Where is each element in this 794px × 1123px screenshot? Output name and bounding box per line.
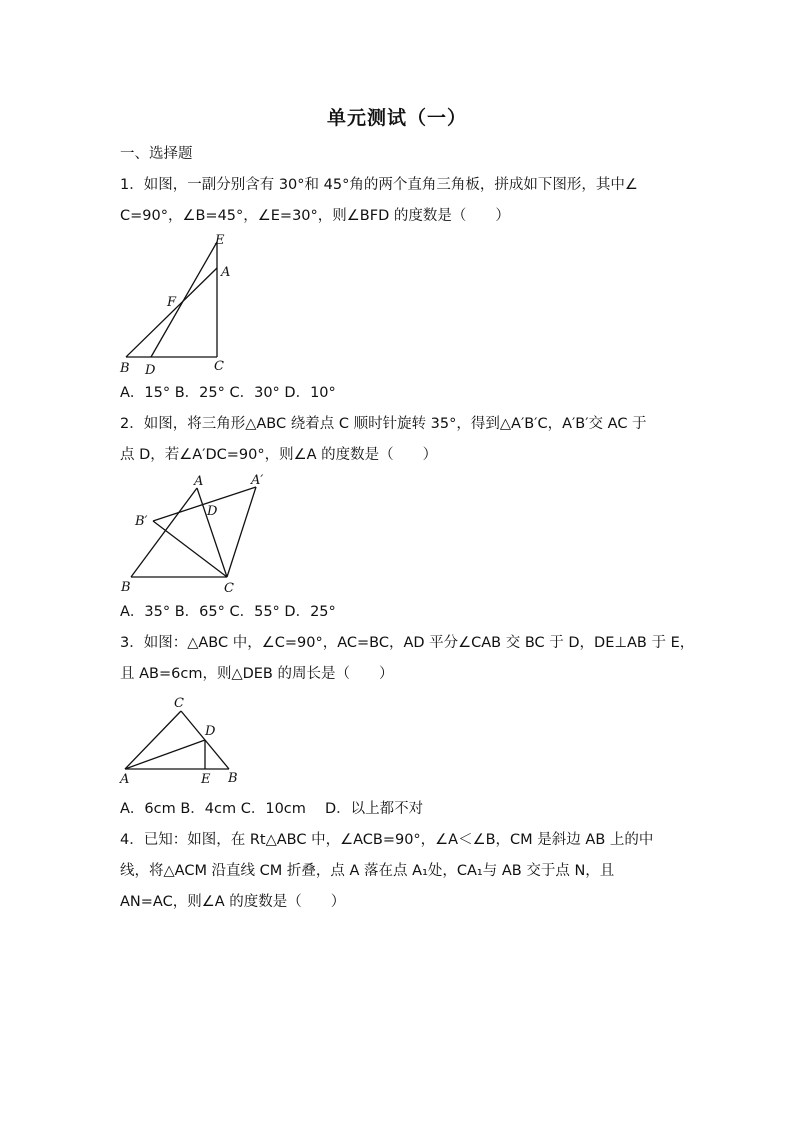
q4-text-line1: 4．已知：如图，在 Rt△ABC 中，∠ACB=90°，∠A＜∠B，CM 是斜边 AB 上的中 (120, 832, 654, 848)
q1-label-f: F (167, 295, 177, 310)
q1-segment-ed (151, 242, 217, 357)
q1-text-line1: 1．如图，一副分别含有 30°和 45°角的两个直角三角板，拼成如下图形，其中∠ (120, 177, 638, 193)
q2-label-b-prime: B′ (135, 514, 148, 529)
q2-text-line1: 2．如图，将三角形△ABC 绕着点 C 顺时针旋转 35°，得到△A′B′C，A′B′交 AC 于 (120, 416, 647, 432)
q2-segment-bp-c (153, 521, 227, 577)
q3-options: A．6cm B．4cm C．10cm D．以上都不对 (120, 801, 424, 817)
q3-label-c: C (174, 696, 184, 711)
q3-text-line2: 且 AB=6cm，则△DEB 的周长是（ ） (120, 666, 394, 682)
q4-text-line2: 线，将△ACM 沿直线 CM 折叠，点 A 落在点 A₁处，CA₁与 AB 交于点 N，且 (120, 863, 615, 879)
q1-label-a: A (221, 265, 231, 280)
q3-label-a: A (120, 772, 130, 787)
q1-label-c: C (214, 359, 224, 374)
q3-text-line1: 3．如图：△ABC 中，∠C=90°，AC=BC，AD 平分∠CAB 交 BC 于 D，DE⊥AB 于 E， (120, 635, 695, 651)
q3-label-b: B (228, 771, 238, 786)
q2-text-line2: 点 D，若∠A′DC=90°，则∠A 的度数是（ ） (120, 447, 438, 463)
q3-figure (115, 690, 250, 790)
q1-segment-ba (126, 268, 217, 357)
q3-label-e: E (201, 772, 211, 787)
q1-options: A．15° B．25° C．30° D．10° (120, 385, 336, 401)
q2-segment-bp-ap (153, 487, 256, 521)
q2-label-c: C (224, 581, 234, 596)
q2-options: A．35° B．65° C．55° D．25° (120, 604, 336, 620)
q2-label-a-prime: A′ (251, 473, 264, 488)
section-heading: 一、选择题 (120, 146, 193, 162)
q1-text-line2: C=90°，∠B=45°，∠E=30°，则∠BFD 的度数是（ ） (120, 208, 510, 224)
q3-segment-ac (125, 711, 181, 769)
q4-text-line3: AN=AC，则∠A 的度数是（ ） (120, 894, 346, 910)
q1-label-b: B (120, 361, 130, 376)
q2-segment-ab (131, 488, 197, 577)
q1-label-e: E (215, 233, 225, 248)
q3-segment-ad (125, 740, 205, 769)
q2-figure (115, 470, 280, 600)
q1-label-d: D (145, 363, 156, 378)
q2-label-d: D (207, 504, 218, 519)
q2-label-a: A (194, 474, 204, 489)
q2-label-b: B (121, 580, 131, 595)
q2-segment-ap-c (227, 487, 256, 577)
q1-figure (110, 228, 260, 378)
page-title: 单元测试（一） (326, 107, 467, 129)
q3-label-d: D (205, 724, 216, 739)
